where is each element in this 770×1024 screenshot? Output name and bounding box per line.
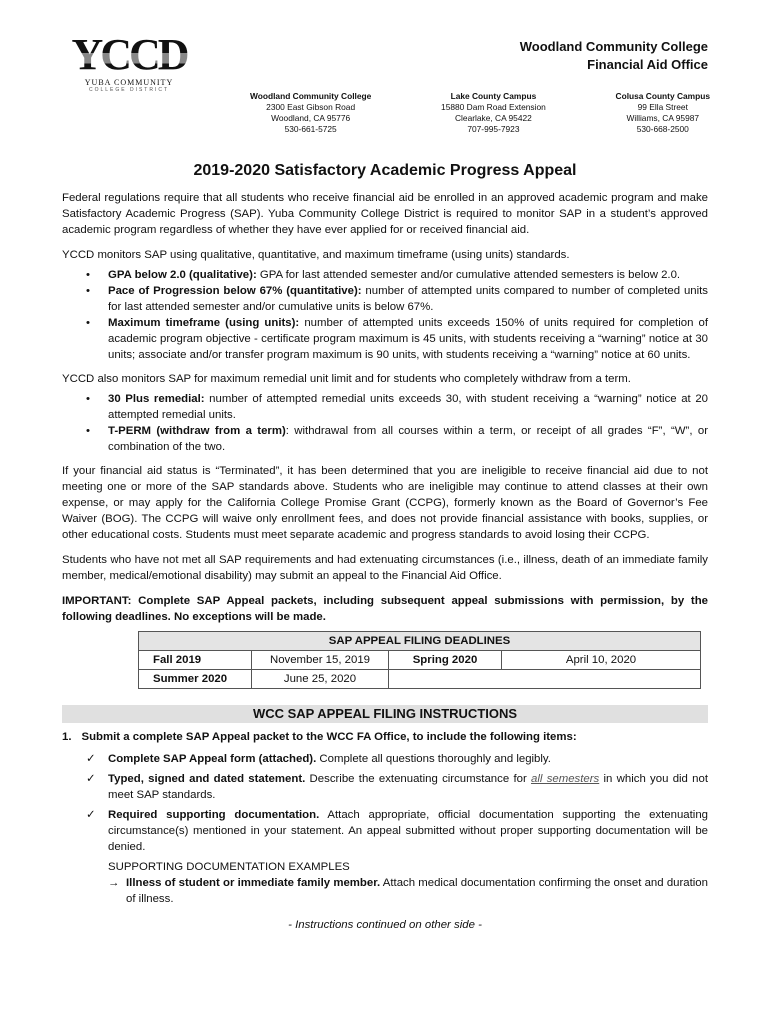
campus-phone: 707-995-7923	[467, 124, 520, 134]
emphasis-text: all semesters	[531, 773, 600, 785]
standards-list	[62, 267, 708, 363]
term-cell: Spring 2020	[389, 651, 502, 670]
campus-addr1: 99 Ella Street	[637, 102, 688, 112]
campus-name: Woodland Community College	[250, 91, 372, 101]
document-body	[62, 190, 708, 933]
arrow-icon: →	[108, 877, 120, 889]
logo-line1: YUBA COMMUNITY	[84, 78, 174, 87]
table-header: SAP APPEAL FILING DEADLINES	[139, 632, 701, 651]
item-heading: Complete SAP Appeal form (attached).	[108, 753, 317, 765]
campus-name: Colusa County Campus	[615, 91, 710, 101]
remedial-paragraph: YCCD also monitors SAP for maximum remedial unit limit and for students who completely withdraw from a term.	[62, 373, 631, 385]
deadlines-table	[138, 631, 701, 689]
item-text: Attach appropriate, official documentation supporting the extenuating circumstance(s) mentioned in your statement. An appeal submitted without proper supporting documentation will be denied.	[108, 809, 708, 853]
item-heading: GPA below 2.0 (qualitative):	[108, 269, 257, 281]
term-cell: Fall 2019	[139, 651, 252, 670]
header-office: Financial Aid Office	[587, 57, 708, 72]
campus-addr2: Clearlake, CA 95422	[455, 113, 532, 123]
document-title: 2019-2020 Satisfactory Academic Progress Appeal	[193, 162, 577, 179]
checkmark-icon: ✓	[86, 773, 96, 785]
examples-label: SUPPORTING DOCUMENTATION EXAMPLES	[108, 861, 350, 873]
list-item	[62, 315, 708, 363]
list-item	[62, 283, 708, 315]
campus-woodland	[250, 91, 371, 135]
campus-addr1: 15880 Dam Road Extension	[441, 102, 546, 112]
step-text: Submit a complete SAP Appeal packet to the WCC FA Office, to include the following items:	[81, 731, 577, 743]
terminated-paragraph: If your financial aid status is “Terminated”, it has been determined that you are ineligible to receive financial aid due to not meeting one or more of the SAP standards above. Students who are ineligible may continue to attend classes at their own expense, or may apply for the California College Promise Grant (CCPG), formerly known as the Board of Governor’s Fee Waiver (BOG). The CCPG will waive only enrollment fees, and does not provide financial assistance with books, supplies, or other educational costs. Students must meet separate academic and progress standards to avoid losing their CCPG.	[62, 465, 708, 541]
important-notice: IMPORTANT: Complete SAP Appeal packets, including subsequent appeal submissions with permission, by the following deadlines. No exceptions will be made.	[62, 595, 708, 623]
footer-note: - Instructions continued on other side -	[288, 919, 482, 931]
list-item	[62, 423, 708, 455]
term-cell: Summer 2020	[139, 670, 252, 689]
header-college: Woodland Community College	[519, 39, 708, 54]
checklist-item	[62, 751, 708, 767]
instructions-banner: WCC SAP APPEAL FILING INSTRUCTIONS	[62, 705, 708, 723]
standards-paragraph: YCCD monitors SAP using qualitative, quantitative, and maximum timeframe (using units) standards.	[62, 249, 570, 261]
campus-phone: 530-661-5725	[284, 124, 337, 134]
item-heading: Typed, signed and dated statement.	[108, 773, 306, 785]
date-cell: November 15, 2019	[252, 651, 389, 670]
step-number: 1.	[62, 731, 72, 743]
item-text: Describe the extenuating circumstance for	[305, 773, 532, 785]
campus-phone: 530-668-2500	[636, 124, 689, 134]
campus-addr2: Woodland, CA 95776	[271, 113, 351, 123]
item-text: : withdrawal from all courses within a term, or receipt of all grades “F”, “W”, or combination of the two.	[108, 425, 708, 453]
checklist-item	[62, 771, 708, 803]
item-heading: Illness of student or immediate family member.	[126, 877, 381, 889]
item-heading: Pace of Progression below 67% (quantitative):	[108, 285, 362, 297]
list-item	[62, 391, 708, 423]
item-heading: 30 Plus remedial:	[108, 393, 205, 405]
item-text: Complete all questions thoroughly and legibly.	[316, 753, 551, 765]
campus-addresses	[250, 91, 710, 135]
intro-paragraph: Federal regulations require that all students who receive financial aid be enrolled in an approved academic program and make Satisfactory Academic Progress (SAP). Yuba Community College District is required to monitor SAP in a student’s approved academic program regardless of whether they have ever applied for or received financial aid.	[62, 192, 708, 236]
appeal-paragraph: Students who have not met all SAP requirements and had extenuating circumstances (i.e., illness, death of an immediate family member, medical/emotional disability) may submit an appeal to the Financial Aid Office.	[62, 554, 708, 582]
step-1	[62, 729, 708, 745]
item-heading: Maximum timeframe (using units):	[108, 317, 300, 329]
checkmark-icon: ✓	[86, 753, 96, 765]
item-text: in which you did not meet SAP standards.	[108, 773, 709, 801]
example-item	[62, 875, 708, 907]
logo-line2: COLLEGE DISTRICT	[88, 87, 170, 93]
campus-lake	[441, 91, 546, 135]
campus-addr1: 2300 East Gibson Road	[266, 102, 356, 112]
logo-mark: YCCD	[64, 34, 194, 76]
table-row	[139, 670, 701, 689]
item-text: GPA for last attended semester and/or cumulative attended semesters is below 2.0.	[256, 269, 681, 281]
item-heading: Required supporting documentation.	[108, 809, 320, 821]
empty-cell	[389, 670, 701, 689]
campus-colusa	[616, 91, 710, 135]
table-row	[139, 651, 701, 670]
item-heading: T-PERM (withdraw from a term)	[108, 425, 286, 437]
campus-addr2: Williams, CA 95987	[626, 113, 700, 123]
date-cell: June 25, 2020	[252, 670, 389, 689]
item-text: number of attempted units compared to number of completed units for last attended semester and/or cumulative units is below 67%.	[108, 285, 709, 313]
item-text: number of attempted units exceeds 150% of units required for completion of academic program objective - certificate program maximum is 45 units, with students receiving a “warning” notice at 30 units; associate and/or transfer program maximum is 90 units, with students receiving a “warning” notice at 60 units.	[108, 317, 708, 361]
item-text: number of attempted remedial units exceeds 30, with student receiving a “warning” notice at 20 attempted remedial units.	[108, 393, 708, 421]
checklist-item	[62, 807, 708, 855]
campus-name: Lake County Campus	[450, 91, 537, 101]
checkmark-icon: ✓	[86, 809, 96, 821]
yccd-logo	[64, 30, 194, 93]
date-cell: April 10, 2020	[502, 651, 701, 670]
header	[520, 38, 708, 74]
remedial-list	[62, 391, 708, 455]
list-item	[62, 267, 708, 283]
item-text: Attach medical documentation confirming the onset and duration of illness.	[126, 877, 708, 905]
